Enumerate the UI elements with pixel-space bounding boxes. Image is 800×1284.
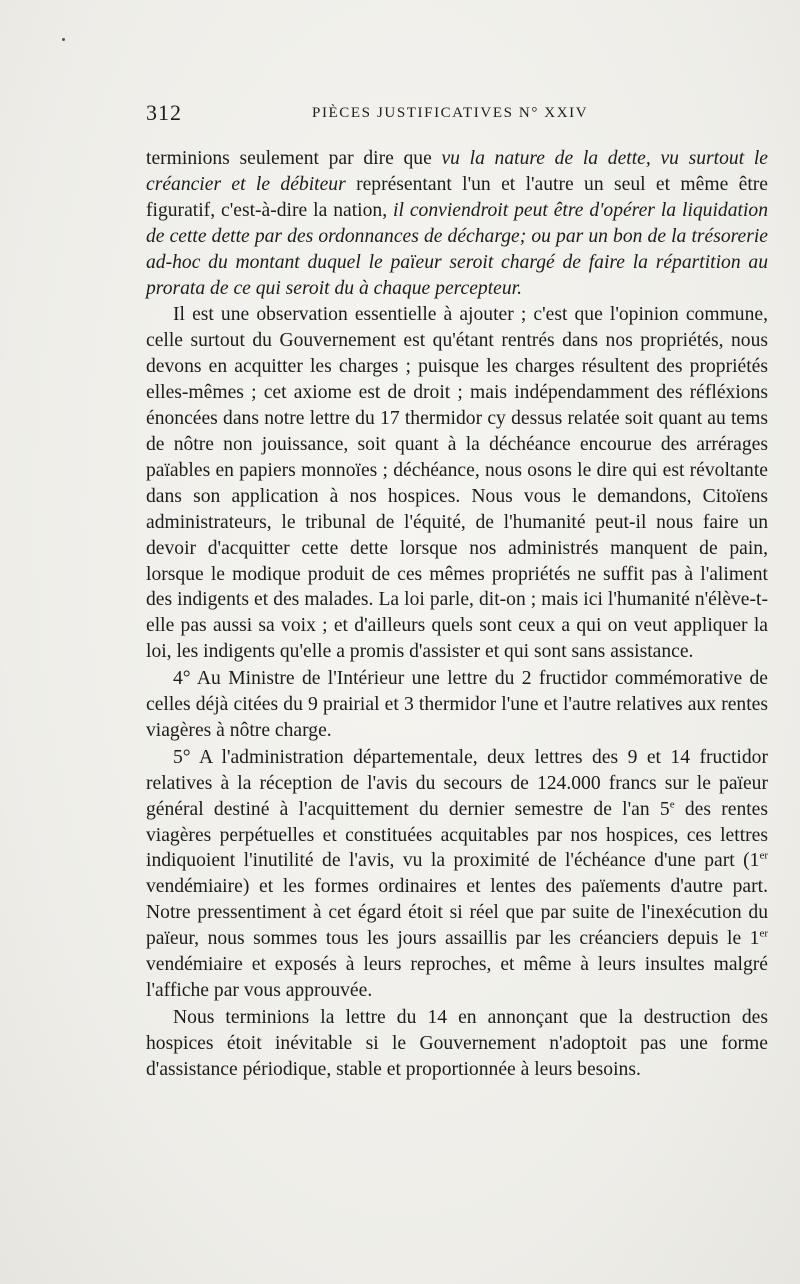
paragraph-item-5 (146, 745, 768, 1004)
running-title: PIÈCES JUSTIFICATIVES N° XXIV (312, 105, 589, 121)
paragraph-continued (146, 146, 768, 301)
text-run: vendémiaire et exposés à leurs reproches, et même à leurs insultes malgré l'affiche par vous approuvée. (146, 954, 768, 1001)
superscript: er (759, 927, 768, 940)
text-run: vendémiaire) et les formes ordinaires et lentes des païements d'autre part. Notre pressentiment à cet égard étoit si réel que par suite de l'inexécution du païeur, nous sommes tous les jours assaillis par les créanciers depuis le 1 (146, 876, 768, 950)
superscript: er (759, 849, 768, 862)
text-run: représentant l'un et l'autre un seul et même être figuratif, c'est-à-dire la nation, (146, 173, 768, 221)
body-text (146, 146, 768, 1083)
italic-run: vu la nature de la dette, vu surtout le créancier et le débiteur (146, 148, 768, 195)
superscript: e (669, 798, 675, 811)
paragraph-conclusion: Nous terminions la lettre du 14 en annonçant que la destruction des hospices étoit inévitable si le Gouvernement n'adoptoit pas une forme d'assistance périodique, stable et proportionnée à leurs besoins. (146, 1006, 768, 1080)
page-number: 312 (146, 100, 182, 125)
running-header (146, 100, 766, 130)
paragraph-observation: Il est une observation essentielle à ajouter ; c'est que l'opinion commune, celle surtout du Gouvernement est qu'étant rentrés dans nos propriétés, nous devons en acquitter les charges ; puisque les charges résultent des propriétés elles-mêmes ; cet axiome est de droit ; mais indépendamment des réfléxions énoncées dans notre lettre du 17 thermidor cy dessus relatée soit quant au tems de nôtre non jouissance, soit quant à la déchéance encourue des arrérages païables en papiers monnoïes ; déchéance, nous osons le dire qui est révoltante dans son application à nos hospices. Nous vous le demandons, Citoïens administrateurs, le tribunal de l'équité, de l'humanité peut-il nous faire un devoir d'acquitter cette dette lorsque nos administrés manquent de pain, lorsque le modique produit de ces mêmes propriétés ne suffit pas à l'aliment des indigents et des malades. La loi parle, dit-on ; mais ici l'humanité n'élève-t-elle pas aussi sa voix ; et d'ailleurs quels sont ceux a qui on veut appliquer la loi, les indigents qu'elle a promis d'assister et qui sont sans assistance. (146, 304, 768, 663)
text-run: 5° A l'administration départementale, deux lettres des 9 et 14 fructidor relatives à la réception de l'avis du secours de 124.000 francs sur le païeur général destiné à l'acquittement du dernier semestre de l'an 5 (146, 746, 768, 820)
text-run: terminions seulement par dire que (146, 148, 442, 169)
paragraph-item-4: 4° Au Ministre de l'Intérieur une lettre du 2 fructidor commémorative de celles déjà citées du 9 prairial et 3 thermidor l'une et l'autre relatives aux rentes viagères à nôtre charge. (146, 668, 768, 741)
text-run: des rentes viagères perpétuelles et constituées acquitables par nos hospices, ces lettres indiquoient l'inutilité de l'avis, vu la proximité de l'échéance d'une part (1 (146, 798, 769, 872)
ink-speck (62, 38, 65, 41)
italic-run: il conviendroit peut être d'opérer la liquidation de cette dette par des ordonnances de décharge; ou par un bon de la trésorerie ad-hoc du montant duquel le païeur seroit chargé de faire la répartition au prorata de ce qui seroit du à chaque percepteur. (146, 199, 768, 299)
